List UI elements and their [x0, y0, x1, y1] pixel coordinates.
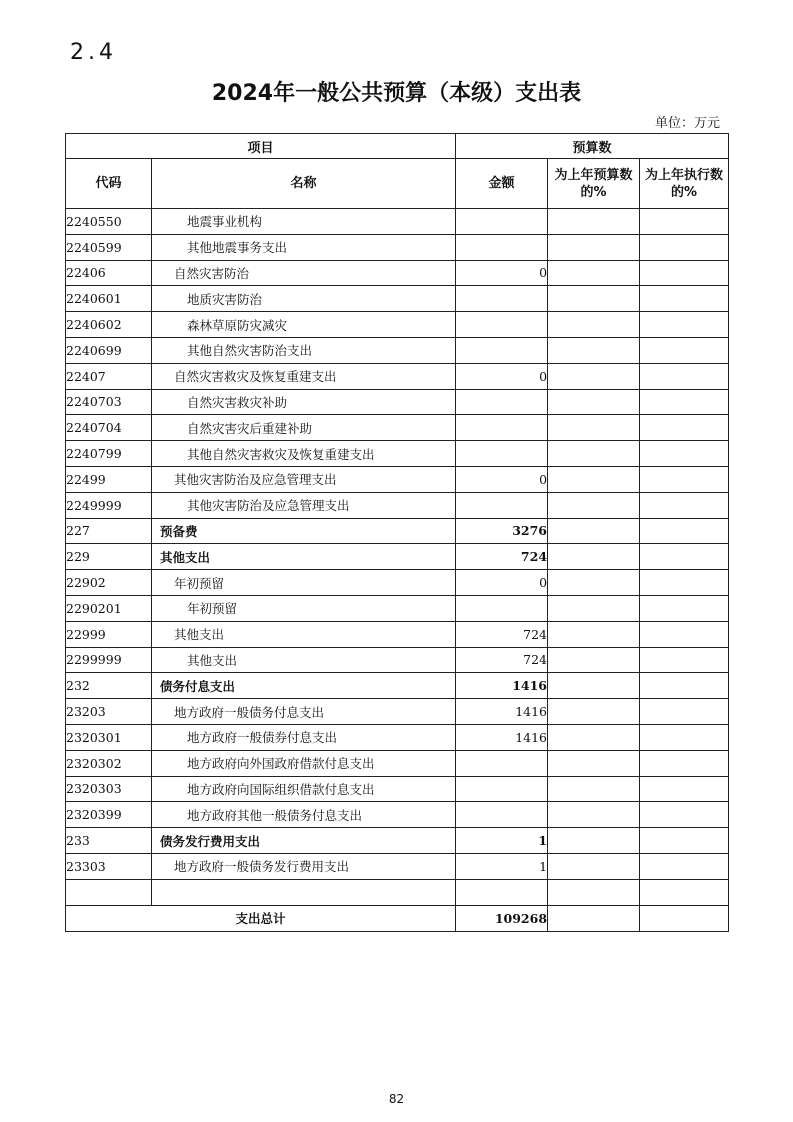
row-amount — [456, 441, 548, 467]
row-amount — [456, 415, 548, 441]
row-vs-prev-exec — [640, 879, 729, 905]
row-vs-prev-exec — [640, 415, 729, 441]
row-code: 22407 — [66, 363, 152, 389]
row-name: 地方政府向外国政府借款付息支出 — [152, 750, 456, 776]
row-amount: 724 — [456, 544, 548, 570]
row-vs-prev-exec — [640, 595, 729, 621]
row-vs-prev-budget — [548, 853, 640, 879]
row-code: 2240704 — [66, 415, 152, 441]
row-name: 地质灾害防治 — [152, 286, 456, 312]
header-code: 代码 — [66, 159, 152, 209]
row-name — [152, 879, 456, 905]
table-row — [66, 544, 729, 570]
row-vs-prev-exec — [640, 647, 729, 673]
row-name: 其他支出 — [152, 544, 456, 570]
row-code: 22902 — [66, 570, 152, 596]
row-code: 2290201 — [66, 595, 152, 621]
row-code: 229 — [66, 544, 152, 570]
row-vs-prev-budget — [548, 595, 640, 621]
table-row — [66, 492, 729, 518]
table-row — [66, 312, 729, 338]
row-vs-prev-budget — [548, 673, 640, 699]
row-code: 2240602 — [66, 312, 152, 338]
row-name: 其他支出 — [152, 647, 456, 673]
total-vs-prev-budget — [548, 905, 640, 931]
row-amount — [456, 776, 548, 802]
row-code: 22499 — [66, 466, 152, 492]
row-amount: 0 — [456, 570, 548, 596]
row-code: 233 — [66, 828, 152, 854]
table-row — [66, 466, 729, 492]
row-vs-prev-exec — [640, 492, 729, 518]
row-code: 2240699 — [66, 337, 152, 363]
unit-label: 单位：万元 — [654, 116, 720, 131]
row-vs-prev-budget — [548, 724, 640, 750]
row-vs-prev-exec — [640, 466, 729, 492]
section-number: 2.4 — [70, 40, 117, 65]
header-budget: 预算数 — [456, 134, 729, 159]
table-row — [66, 699, 729, 725]
row-vs-prev-budget — [548, 879, 640, 905]
row-name: 地方政府一般债务发行费用支出 — [152, 853, 456, 879]
total-amount: 109268 — [456, 905, 548, 931]
row-code: 2320302 — [66, 750, 152, 776]
table-row — [66, 879, 729, 905]
row-amount: 724 — [456, 621, 548, 647]
table-row — [66, 853, 729, 879]
row-vs-prev-exec — [640, 570, 729, 596]
row-code: 232 — [66, 673, 152, 699]
table-row — [66, 415, 729, 441]
row-vs-prev-exec — [640, 853, 729, 879]
row-vs-prev-budget — [548, 209, 640, 235]
row-vs-prev-exec — [640, 389, 729, 415]
table-row — [66, 209, 729, 235]
total-label: 支出总计 — [66, 905, 456, 931]
row-vs-prev-exec — [640, 621, 729, 647]
row-vs-prev-budget — [548, 570, 640, 596]
total-row — [66, 905, 729, 931]
row-amount — [456, 209, 548, 235]
row-vs-prev-budget — [548, 286, 640, 312]
row-name: 地方政府其他一般债务付息支出 — [152, 802, 456, 828]
row-vs-prev-budget — [548, 260, 640, 286]
row-vs-prev-budget — [548, 363, 640, 389]
row-vs-prev-budget — [548, 415, 640, 441]
row-code: 227 — [66, 518, 152, 544]
row-code: 2240601 — [66, 286, 152, 312]
row-vs-prev-budget — [548, 750, 640, 776]
row-vs-prev-exec — [640, 337, 729, 363]
row-amount — [456, 879, 548, 905]
table-row — [66, 647, 729, 673]
row-amount: 1416 — [456, 699, 548, 725]
row-code: 2320301 — [66, 724, 152, 750]
table-row — [66, 363, 729, 389]
row-code: 2240703 — [66, 389, 152, 415]
row-name: 其他地震事务支出 — [152, 234, 456, 260]
row-name: 森林草原防灾减灾 — [152, 312, 456, 338]
row-amount: 0 — [456, 260, 548, 286]
row-vs-prev-exec — [640, 286, 729, 312]
table-body — [66, 209, 729, 906]
row-name: 预备费 — [152, 518, 456, 544]
row-amount — [456, 312, 548, 338]
row-vs-prev-budget — [548, 337, 640, 363]
row-amount — [456, 234, 548, 260]
row-vs-prev-exec — [640, 312, 729, 338]
row-vs-prev-budget — [548, 544, 640, 570]
table-row — [66, 828, 729, 854]
row-name: 自然灾害救灾及恢复重建支出 — [152, 363, 456, 389]
row-vs-prev-exec — [640, 209, 729, 235]
row-name: 地方政府一般债券付息支出 — [152, 724, 456, 750]
row-code: 2240599 — [66, 234, 152, 260]
row-vs-prev-exec — [640, 544, 729, 570]
row-vs-prev-exec — [640, 699, 729, 725]
row-vs-prev-exec — [640, 234, 729, 260]
table-row — [66, 776, 729, 802]
table-row — [66, 518, 729, 544]
row-code: 2240799 — [66, 441, 152, 467]
header-amount: 金额 — [456, 159, 548, 209]
row-vs-prev-budget — [548, 802, 640, 828]
row-amount — [456, 492, 548, 518]
row-code: 2320399 — [66, 802, 152, 828]
row-vs-prev-budget — [548, 621, 640, 647]
header-vs-prev-budget: 为上年预算数的% — [548, 159, 640, 209]
row-name: 地方政府一般债务付息支出 — [152, 699, 456, 725]
row-amount — [456, 595, 548, 621]
budget-table — [65, 133, 729, 932]
row-amount: 0 — [456, 466, 548, 492]
row-vs-prev-budget — [548, 776, 640, 802]
row-amount — [456, 286, 548, 312]
table-row — [66, 389, 729, 415]
row-vs-prev-budget — [548, 699, 640, 725]
header-vs-prev-exec: 为上年执行数的% — [640, 159, 729, 209]
row-code: 2320303 — [66, 776, 152, 802]
row-vs-prev-budget — [548, 234, 640, 260]
header-name: 名称 — [152, 159, 456, 209]
row-vs-prev-exec — [640, 363, 729, 389]
row-amount — [456, 337, 548, 363]
row-vs-prev-exec — [640, 441, 729, 467]
row-name: 其他灾害防治及应急管理支出 — [152, 466, 456, 492]
row-vs-prev-budget — [548, 518, 640, 544]
row-name: 自然灾害救灾补助 — [152, 389, 456, 415]
row-name: 地方政府向国际组织借款付息支出 — [152, 776, 456, 802]
row-name: 其他支出 — [152, 621, 456, 647]
page-number: 82 — [388, 1092, 405, 1106]
row-vs-prev-budget — [548, 389, 640, 415]
table-row — [66, 621, 729, 647]
row-vs-prev-budget — [548, 647, 640, 673]
row-name: 债务发行费用支出 — [152, 828, 456, 854]
table-row — [66, 441, 729, 467]
row-vs-prev-budget — [548, 441, 640, 467]
row-vs-prev-exec — [640, 260, 729, 286]
row-vs-prev-exec — [640, 802, 729, 828]
table-row — [66, 724, 729, 750]
row-vs-prev-exec — [640, 750, 729, 776]
page-title: 2024年一般公共预算（本级）支出表 — [211, 81, 582, 106]
row-vs-prev-budget — [548, 828, 640, 854]
row-name: 年初预留 — [152, 595, 456, 621]
row-vs-prev-exec — [640, 518, 729, 544]
row-vs-prev-budget — [548, 492, 640, 518]
row-amount — [456, 750, 548, 776]
table-row — [66, 750, 729, 776]
table-row — [66, 802, 729, 828]
row-amount: 1416 — [456, 724, 548, 750]
row-amount — [456, 389, 548, 415]
row-amount: 1 — [456, 828, 548, 854]
row-vs-prev-exec — [640, 776, 729, 802]
row-name: 其他自然灾害防治支出 — [152, 337, 456, 363]
row-amount: 1 — [456, 853, 548, 879]
row-name: 其他灾害防治及应急管理支出 — [152, 492, 456, 518]
row-vs-prev-exec — [640, 673, 729, 699]
row-amount: 0 — [456, 363, 548, 389]
header-project: 项目 — [66, 134, 456, 159]
row-vs-prev-budget — [548, 312, 640, 338]
row-vs-prev-exec — [640, 828, 729, 854]
table-row — [66, 337, 729, 363]
row-name: 自然灾害防治 — [152, 260, 456, 286]
row-code: 2249999 — [66, 492, 152, 518]
row-code: 2240550 — [66, 209, 152, 235]
row-amount: 1416 — [456, 673, 548, 699]
table-row — [66, 286, 729, 312]
row-code: 23303 — [66, 853, 152, 879]
row-code: 2299999 — [66, 647, 152, 673]
row-amount — [456, 802, 548, 828]
row-name: 自然灾害灾后重建补助 — [152, 415, 456, 441]
table-row — [66, 234, 729, 260]
row-code — [66, 879, 152, 905]
row-amount: 724 — [456, 647, 548, 673]
row-name: 其他自然灾害救灾及恢复重建支出 — [152, 441, 456, 467]
row-vs-prev-exec — [640, 724, 729, 750]
table-row — [66, 673, 729, 699]
row-amount: 3276 — [456, 518, 548, 544]
row-code: 22406 — [66, 260, 152, 286]
row-code: 22999 — [66, 621, 152, 647]
row-vs-prev-budget — [548, 466, 640, 492]
table-row — [66, 570, 729, 596]
row-name: 债务付息支出 — [152, 673, 456, 699]
row-code: 23203 — [66, 699, 152, 725]
table-row — [66, 595, 729, 621]
table-row — [66, 260, 729, 286]
row-name: 年初预留 — [152, 570, 456, 596]
total-vs-prev-exec — [640, 905, 729, 931]
row-name: 地震事业机构 — [152, 209, 456, 235]
